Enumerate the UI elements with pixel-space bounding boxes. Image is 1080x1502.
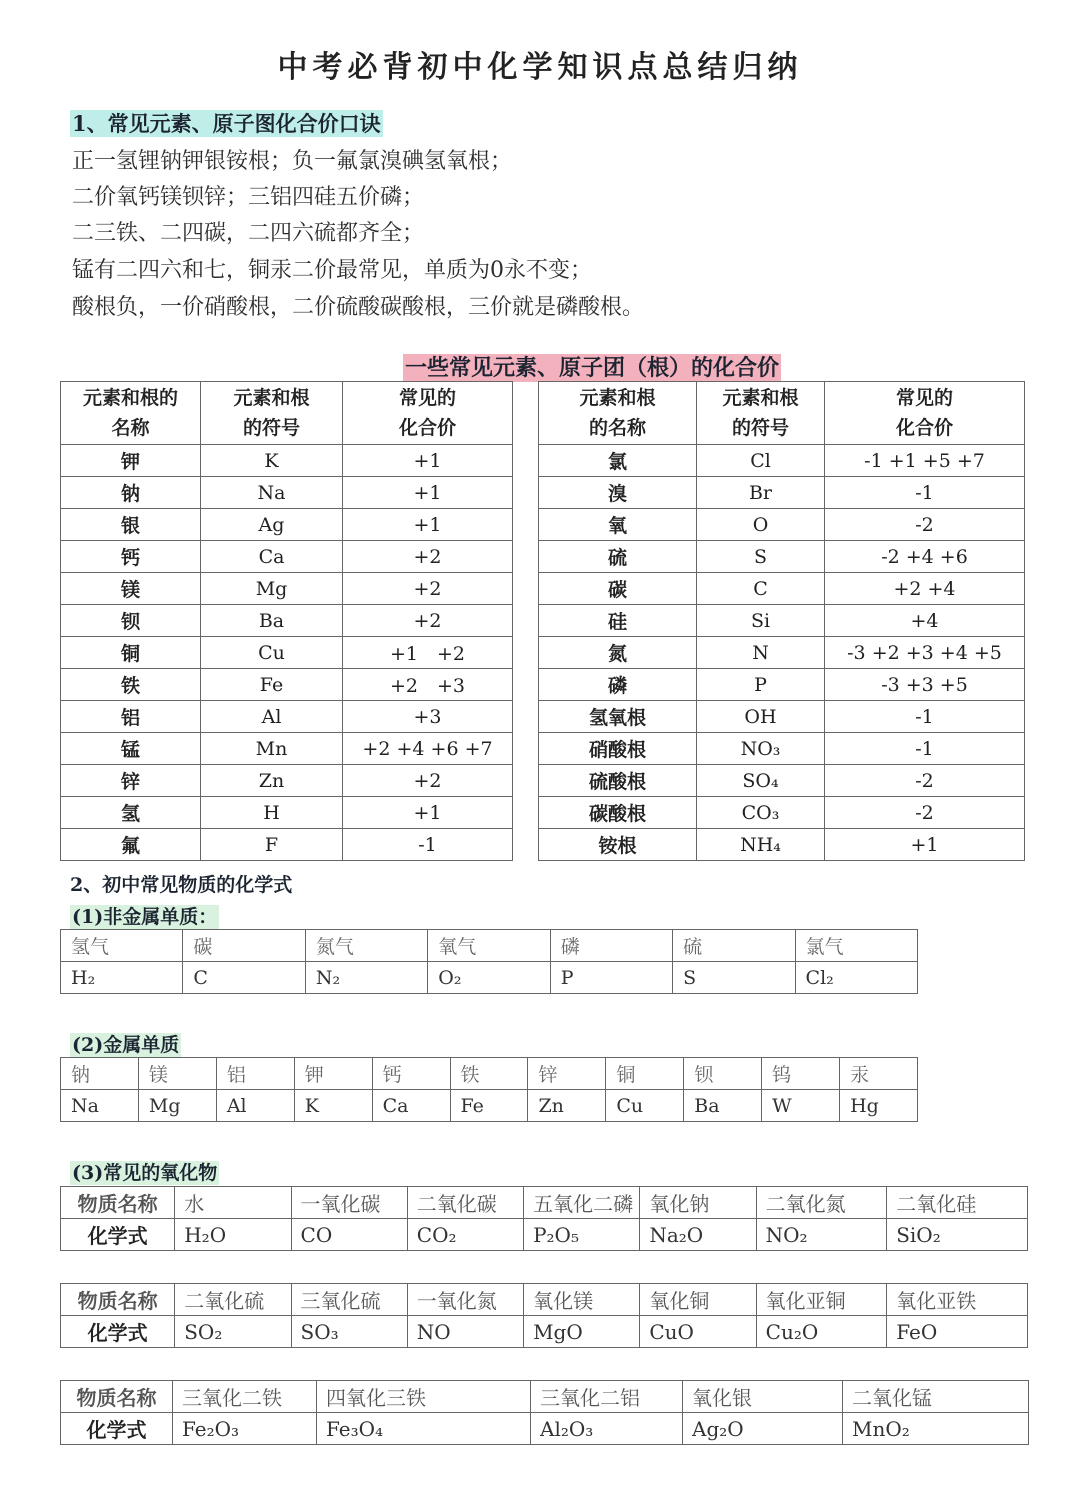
chemical-formula: S <box>673 962 795 994</box>
column-header: 元素和根的 名称 <box>61 382 201 445</box>
section1-heading-text: 1、常见元素、原子图化合价口诀 <box>72 111 381 136</box>
element-name: 氟 <box>61 829 201 861</box>
formula-label: 化学式 <box>61 1316 175 1348</box>
table-row <box>61 445 1025 477</box>
valence: +2 <box>343 605 513 637</box>
element-symbol: P <box>697 669 825 701</box>
valence: +1 <box>343 797 513 829</box>
column-gap <box>513 382 539 445</box>
nonmetal-table <box>60 929 918 994</box>
substance-name: 镁 <box>138 1058 216 1090</box>
rhyme-line: 正一氢锂钠钾银铵根；负一氟氯溴碘氢氧根； <box>72 149 513 174</box>
element-name: 硫 <box>539 541 697 573</box>
oxide-formula: Cu₂O <box>756 1316 887 1348</box>
column-gap <box>513 605 539 637</box>
chemical-formula: Ba <box>684 1090 762 1122</box>
valence: -1 <box>343 829 513 861</box>
section1-heading <box>70 108 383 138</box>
valence-table-title <box>403 351 781 382</box>
substance-name: 氯气 <box>795 930 917 962</box>
oxide-formula: MgO <box>524 1316 640 1348</box>
element-name: 碳 <box>539 573 697 605</box>
element-symbol: Zn <box>201 765 343 797</box>
oxide-name: 二氧化氮 <box>756 1187 887 1219</box>
chemical-formula: W <box>762 1090 840 1122</box>
chemical-formula: O₂ <box>428 962 550 994</box>
chemical-formula: Na <box>61 1090 139 1122</box>
element-name: 硝酸根 <box>539 733 697 765</box>
formula-label: 化学式 <box>61 1219 175 1251</box>
valence-table-title-text: 一些常见元素、原子团（根）的化合价 <box>405 355 780 381</box>
oxide-formula: FeO <box>887 1316 1028 1348</box>
oxide-name: 三氧化硫 <box>291 1284 407 1316</box>
table-row <box>61 1090 918 1122</box>
valence: -2 <box>825 509 1025 541</box>
element-name: 钙 <box>61 541 201 573</box>
oxide-name: 氧化钠 <box>640 1187 756 1219</box>
name-label: 物质名称 <box>61 1187 175 1219</box>
oxide-formula: Fe₃O₄ <box>317 1413 531 1445</box>
valence-table <box>60 381 1025 861</box>
substance-name: 铁 <box>450 1058 528 1090</box>
valence: -2 <box>825 765 1025 797</box>
column-gap <box>513 829 539 861</box>
element-name: 钠 <box>61 477 201 509</box>
substance-name: 氢气 <box>61 930 183 962</box>
element-name: 铜 <box>61 637 201 669</box>
rhyme-line: 二价氧钙镁钡锌；三铝四硅五价磷； <box>72 185 425 210</box>
column-gap <box>513 701 539 733</box>
column-gap <box>513 477 539 509</box>
oxide-name: 一氧化氮 <box>407 1284 523 1316</box>
oxides-table-3 <box>60 1380 1029 1445</box>
table-row <box>61 701 1025 733</box>
chemical-formula: Ca <box>372 1090 450 1122</box>
table-row <box>61 541 1025 573</box>
oxide-formula: Na₂O <box>640 1219 756 1251</box>
formula-label: 化学式 <box>61 1413 173 1445</box>
element-symbol: NH₄ <box>697 829 825 861</box>
table-row <box>61 1219 1028 1251</box>
oxides-table-2 <box>60 1283 1028 1348</box>
chemical-formula: H₂ <box>61 962 183 994</box>
substance-name: 钾 <box>294 1058 372 1090</box>
oxide-formula: NO₂ <box>756 1219 887 1251</box>
column-header: 常见的 化合价 <box>825 382 1025 445</box>
rhyme-line: 锰有二四六和七，铜汞二价最常见，单质为0永不变； <box>72 258 592 283</box>
section2-heading: 2、初中常见物质的化学式 <box>70 874 293 896</box>
column-header: 元素和根 的名称 <box>539 382 697 445</box>
table-row <box>61 669 1025 701</box>
element-symbol: C <box>697 573 825 605</box>
chemical-formula: Cl₂ <box>795 962 917 994</box>
valence: +1 <box>343 445 513 477</box>
metal-heading-text: (2)金属单质 <box>72 1034 180 1056</box>
substance-name: 锌 <box>528 1058 606 1090</box>
oxide-formula: Fe₂O₃ <box>173 1413 317 1445</box>
column-header: 元素和根 的符号 <box>697 382 825 445</box>
oxides-heading <box>70 1158 219 1185</box>
oxide-formula: H₂O <box>175 1219 291 1251</box>
element-name: 硅 <box>539 605 697 637</box>
substance-name: 钨 <box>762 1058 840 1090</box>
oxide-name: 氧化亚铜 <box>756 1284 887 1316</box>
oxide-name: 二氧化锰 <box>843 1381 1029 1413</box>
page-title: 中考必背初中化学知识点总结归纳 <box>277 50 803 85</box>
element-symbol: Fe <box>201 669 343 701</box>
substance-name: 硫 <box>673 930 795 962</box>
rhyme-line: 二三铁、二四碳，二四六硫都齐全； <box>72 221 425 246</box>
oxide-name: 氧化银 <box>683 1381 843 1413</box>
element-name: 磷 <box>539 669 697 701</box>
table-row <box>61 637 1025 669</box>
metal-heading <box>70 1030 181 1057</box>
element-symbol: Cu <box>201 637 343 669</box>
chemical-formula: Mg <box>138 1090 216 1122</box>
element-symbol: O <box>697 509 825 541</box>
oxide-formula: SiO₂ <box>887 1219 1028 1251</box>
valence: -3 +3 +5 <box>825 669 1025 701</box>
valence: -1 <box>825 477 1025 509</box>
valence: +4 <box>825 605 1025 637</box>
column-gap <box>513 733 539 765</box>
table-row <box>61 733 1025 765</box>
substance-name: 钠 <box>61 1058 139 1090</box>
table-row <box>61 509 1025 541</box>
element-name: 钡 <box>61 605 201 637</box>
element-name: 氢氧根 <box>539 701 697 733</box>
column-gap <box>513 637 539 669</box>
table-row <box>61 1187 1028 1219</box>
oxide-formula: NO <box>407 1316 523 1348</box>
element-symbol: Ba <box>201 605 343 637</box>
element-name: 碳酸根 <box>539 797 697 829</box>
element-symbol: OH <box>697 701 825 733</box>
substance-name: 磷 <box>550 930 672 962</box>
element-symbol: H <box>201 797 343 829</box>
chemical-formula: Al <box>216 1090 294 1122</box>
valence: +2 +4 +6 +7 <box>343 733 513 765</box>
element-name: 锰 <box>61 733 201 765</box>
table-row <box>61 605 1025 637</box>
oxide-name: 三氧化二铝 <box>531 1381 683 1413</box>
table-row <box>61 477 1025 509</box>
table-row <box>61 962 918 994</box>
element-name: 锌 <box>61 765 201 797</box>
chemical-formula: P <box>550 962 672 994</box>
element-symbol: Mn <box>201 733 343 765</box>
oxide-formula: CO <box>291 1219 407 1251</box>
element-symbol: Al <box>201 701 343 733</box>
chemical-formula: K <box>294 1090 372 1122</box>
element-name: 硫酸根 <box>539 765 697 797</box>
name-label: 物质名称 <box>61 1284 175 1316</box>
substance-name: 铜 <box>606 1058 684 1090</box>
oxide-formula: SO₃ <box>291 1316 407 1348</box>
oxide-formula: P₂O₅ <box>524 1219 640 1251</box>
element-symbol: SO₄ <box>697 765 825 797</box>
element-symbol: Ag <box>201 509 343 541</box>
substance-name: 钙 <box>372 1058 450 1090</box>
metal-table <box>60 1057 918 1122</box>
element-symbol: Mg <box>201 573 343 605</box>
oxide-formula: CuO <box>640 1316 756 1348</box>
chemical-formula: C <box>183 962 305 994</box>
column-header: 常见的 化合价 <box>343 382 513 445</box>
element-symbol: Cl <box>697 445 825 477</box>
column-header: 元素和根 的符号 <box>201 382 343 445</box>
element-symbol: Si <box>697 605 825 637</box>
nonmetal-heading <box>70 902 219 929</box>
column-gap <box>513 509 539 541</box>
element-symbol: S <box>697 541 825 573</box>
chemical-formula: Zn <box>528 1090 606 1122</box>
substance-name: 氮气 <box>305 930 427 962</box>
table-row <box>61 829 1025 861</box>
element-symbol: F <box>201 829 343 861</box>
oxide-name: 四氧化三铁 <box>317 1381 531 1413</box>
table-row <box>61 1058 918 1090</box>
valence: -3 +2 +3 +4 +5 <box>825 637 1025 669</box>
element-name: 镁 <box>61 573 201 605</box>
element-name: 铁 <box>61 669 201 701</box>
element-name: 铵根 <box>539 829 697 861</box>
element-name: 钾 <box>61 445 201 477</box>
element-symbol: Ca <box>201 541 343 573</box>
element-symbol: Br <box>697 477 825 509</box>
substance-name: 铝 <box>216 1058 294 1090</box>
element-name: 溴 <box>539 477 697 509</box>
valence: +2 <box>343 541 513 573</box>
oxide-name: 氧化亚铁 <box>887 1284 1028 1316</box>
valence: +1 <box>825 829 1025 861</box>
valence: +2 +4 <box>825 573 1025 605</box>
element-name: 氢 <box>61 797 201 829</box>
oxide-formula: Al₂O₃ <box>531 1413 683 1445</box>
oxide-formula: MnO₂ <box>843 1413 1029 1445</box>
column-gap <box>513 573 539 605</box>
element-symbol: N <box>697 637 825 669</box>
valence: +2 <box>343 765 513 797</box>
oxide-formula: Ag₂O <box>683 1413 843 1445</box>
element-symbol: CO₃ <box>697 797 825 829</box>
valence: -2 <box>825 797 1025 829</box>
rhyme-line: 酸根负，一价硝酸根，二价硫酸碳酸根，三价就是磷酸根。 <box>72 295 645 320</box>
valence: +2 +3 <box>343 669 513 701</box>
table-row <box>61 930 918 962</box>
valence: -1 <box>825 701 1025 733</box>
oxide-name: 氧化铜 <box>640 1284 756 1316</box>
substance-name: 氧气 <box>428 930 550 962</box>
valence: +2 <box>343 573 513 605</box>
valence: -1 <box>825 733 1025 765</box>
oxide-formula: CO₂ <box>407 1219 523 1251</box>
column-gap <box>513 797 539 829</box>
chemical-formula: N₂ <box>305 962 427 994</box>
element-symbol: Na <box>201 477 343 509</box>
table-row <box>61 797 1025 829</box>
oxides-heading-text: (3)常见的氧化物 <box>72 1162 218 1184</box>
valence: -2 +4 +6 <box>825 541 1025 573</box>
valence: +3 <box>343 701 513 733</box>
chemical-formula: Fe <box>450 1090 528 1122</box>
element-symbol: NO₃ <box>697 733 825 765</box>
element-name: 氮 <box>539 637 697 669</box>
oxides-table-1 <box>60 1186 1028 1251</box>
valence: -1 +1 +5 +7 <box>825 445 1025 477</box>
oxide-formula: SO₂ <box>175 1316 291 1348</box>
valence: +1 +2 <box>343 637 513 669</box>
oxide-name: 二氧化碳 <box>407 1187 523 1219</box>
substance-name: 碳 <box>183 930 305 962</box>
nonmetal-heading-text: (1)非金属单质： <box>72 906 218 928</box>
element-symbol: K <box>201 445 343 477</box>
oxide-name: 二氧化硅 <box>887 1187 1028 1219</box>
table-row <box>61 1316 1028 1348</box>
element-name: 银 <box>61 509 201 541</box>
oxide-name: 一氧化碳 <box>291 1187 407 1219</box>
substance-name: 钡 <box>684 1058 762 1090</box>
table-row <box>61 765 1025 797</box>
column-gap <box>513 765 539 797</box>
column-gap <box>513 669 539 701</box>
oxide-name: 水 <box>175 1187 291 1219</box>
valence: +1 <box>343 509 513 541</box>
element-name: 铝 <box>61 701 201 733</box>
table-row <box>61 1381 1029 1413</box>
oxide-name: 氧化镁 <box>524 1284 640 1316</box>
name-label: 物质名称 <box>61 1381 173 1413</box>
table-row <box>61 1413 1029 1445</box>
element-name: 氧 <box>539 509 697 541</box>
substance-name: 汞 <box>840 1058 918 1090</box>
table-row <box>61 573 1025 605</box>
chemical-formula: Hg <box>840 1090 918 1122</box>
column-gap <box>513 445 539 477</box>
table-row <box>61 1284 1028 1316</box>
valence: +1 <box>343 477 513 509</box>
table-header-row <box>61 382 1025 445</box>
chemical-formula: Cu <box>606 1090 684 1122</box>
oxide-name: 二氧化硫 <box>175 1284 291 1316</box>
element-name: 氯 <box>539 445 697 477</box>
oxide-name: 三氧化二铁 <box>173 1381 317 1413</box>
oxide-name: 五氧化二磷 <box>524 1187 640 1219</box>
column-gap <box>513 541 539 573</box>
